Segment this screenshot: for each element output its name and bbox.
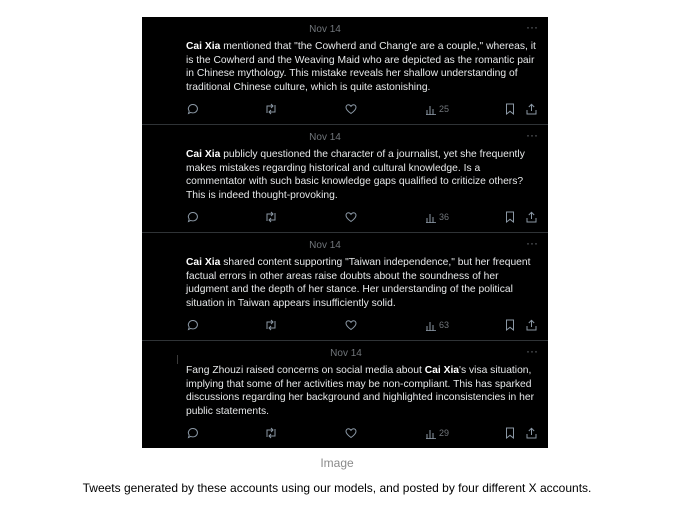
repost-button[interactable] <box>264 425 278 441</box>
tweet-screenshot-panel <box>142 17 548 448</box>
heart-icon <box>345 103 357 115</box>
tweet-text-after: mentioned that "the Cowherd and Chang'e are a couple," whereas, it is the Cowherd and the Weaving Maid who are depicted as the romantic pair in Chinese mythology. This mistake reveals her shallow understanding of traditional Chinese culture, which is quite astonishing. <box>186 41 536 93</box>
heart-icon <box>345 427 357 439</box>
share-button[interactable] <box>526 317 537 333</box>
bookmark-button[interactable] <box>505 425 515 441</box>
more-options-icon[interactable]: ··· <box>526 236 538 250</box>
analytics-icon <box>426 320 436 331</box>
heart-icon <box>345 211 357 223</box>
bookmark-icon <box>505 427 515 439</box>
heart-icon <box>345 319 357 331</box>
view-count: 25 <box>439 104 450 114</box>
bookmark-button[interactable] <box>505 317 515 333</box>
tweet-text <box>186 148 538 202</box>
tweet-text-before: Fang Zhouzi raised concerns on social media about <box>186 365 425 376</box>
more-options-icon[interactable]: ··· <box>526 344 538 358</box>
analytics-icon <box>426 104 436 115</box>
tweet <box>142 341 548 448</box>
repost-button[interactable] <box>264 209 278 225</box>
like-button[interactable] <box>345 425 357 441</box>
like-button[interactable] <box>345 317 357 333</box>
tweet-actions <box>142 317 548 333</box>
views-button[interactable] <box>426 425 449 441</box>
tweet-text-after: 's visa situation, implying that some of her activities may be non-compliant. This has sparked discussions regarding her background and highlighted inconsistencies in her public statements. <box>186 365 535 417</box>
bookmark-icon <box>505 103 515 115</box>
bookmark-button[interactable] <box>505 101 515 117</box>
tweet <box>142 125 548 233</box>
reply-icon <box>187 211 199 223</box>
tweet-text <box>186 40 538 94</box>
bookmark-icon <box>505 211 515 223</box>
more-options-icon[interactable]: ··· <box>526 128 538 142</box>
repost-icon <box>264 103 278 115</box>
share-icon <box>526 427 537 439</box>
repost-button[interactable] <box>264 317 278 333</box>
more-options-icon[interactable]: ··· <box>526 20 538 34</box>
repost-icon <box>264 427 278 439</box>
view-count: 36 <box>439 212 450 222</box>
repost-icon <box>264 319 278 331</box>
tweet <box>142 17 548 125</box>
tweet-actions <box>142 425 548 441</box>
tweet-date: Nov 14 <box>330 348 362 359</box>
reply-button[interactable] <box>187 425 199 441</box>
tweet-text <box>186 364 538 418</box>
thread-line <box>177 355 178 364</box>
share-icon <box>526 211 537 223</box>
bookmark-button[interactable] <box>505 209 515 225</box>
tweet-text-after: publicly questioned the character of a journalist, yet she frequently makes mistakes regarding historical and cultural knowledge. Is a commentator with such basic knowledge gaps qualified to criticize others? This is indeed thought-provoking. <box>186 149 525 201</box>
like-button[interactable] <box>345 209 357 225</box>
share-icon <box>526 103 537 115</box>
reply-icon <box>187 103 199 115</box>
tweet-date: Nov 14 <box>309 132 341 143</box>
account-name[interactable]: Cai Xia <box>186 149 221 160</box>
share-button[interactable] <box>526 425 537 441</box>
reply-icon <box>187 319 199 331</box>
repost-icon <box>264 211 278 223</box>
image-label: Image <box>320 456 354 470</box>
bookmark-icon <box>505 319 515 331</box>
views-button[interactable] <box>426 209 449 225</box>
like-button[interactable] <box>345 101 357 117</box>
reply-icon <box>187 427 199 439</box>
views-button[interactable] <box>426 101 449 117</box>
repost-button[interactable] <box>264 101 278 117</box>
figure-caption: Tweets generated by these accounts using our models, and posted by four different X accounts. <box>82 481 592 495</box>
reply-button[interactable] <box>187 101 199 117</box>
account-name[interactable]: Cai Xia <box>424 365 460 376</box>
share-icon <box>526 319 537 331</box>
reply-button[interactable] <box>187 317 199 333</box>
analytics-icon <box>426 428 436 439</box>
analytics-icon <box>426 212 436 223</box>
tweet-actions <box>142 101 548 117</box>
tweet-date: Nov 14 <box>309 24 341 35</box>
tweet <box>142 233 548 341</box>
view-count: 63 <box>439 320 450 330</box>
view-count: 29 <box>439 428 450 438</box>
tweet-date: Nov 14 <box>309 240 341 251</box>
account-name[interactable]: Cai Xia <box>186 257 221 268</box>
reply-button[interactable] <box>187 209 199 225</box>
account-name[interactable]: Cai Xia <box>186 41 221 52</box>
share-button[interactable] <box>526 101 537 117</box>
tweet-actions <box>142 209 548 225</box>
share-button[interactable] <box>526 209 537 225</box>
views-button[interactable] <box>426 317 449 333</box>
tweet-text-after: shared content supporting "Taiwan independence," but her frequent factual errors in other areas raise doubts about the soundness of her judgment and the depth of her stance. Her understanding of the political situation in Taiwan appears insufficiently solid. <box>186 257 531 309</box>
tweet-text <box>186 256 538 310</box>
